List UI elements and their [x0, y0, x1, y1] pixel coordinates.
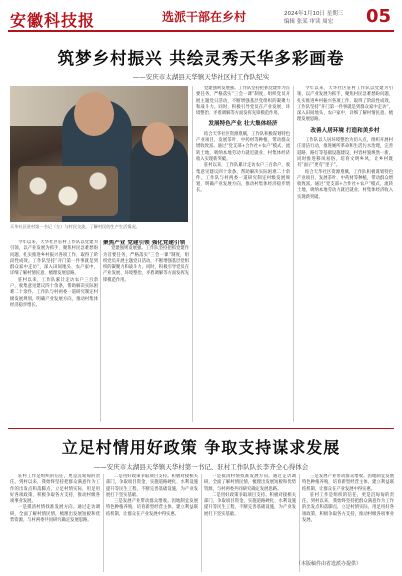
article1-column — [196, 86, 290, 422]
section-title: 选派干部在乡村 — [162, 10, 247, 24]
paragraph: 一是摸清村情找准发展方向。通过走访调研，全面了解村情民情，梳理出发展短板和优势资源，与村两委共同研究确定发展思路。 — [204, 474, 296, 492]
paragraph: 二是用好政策争取项目支持。积极对接相关部门，争取项目资金，实施道路硬化、水利设施提升等民生工程，不断完善基础设施，为产业发展打下坚实基础。 — [204, 492, 296, 517]
paragraph: 一是摸清村情找准发展方向。通过走访调研，全面了解村情民情，梳理出发展短板和优势资源，与村两委共同研究确定发展思路。 — [10, 505, 100, 524]
paragraph: 今年以来，天华社区驻村工作队以党建为引领，以产业发展为抓手，聚焦村民急难愁盼问题，扎实推进乡村振兴各项工作，取得了阶段性成效。工作队坚持“开门第一件事就是到群众家中走访”，深入田间地头、农户家中，详细了解村情民意，梳理发展思路。 — [10, 240, 98, 277]
photo-caption: 天华社区驻村第一书记（左）与村民交流，了解村民的生产生活情况。 — [10, 224, 140, 229]
article1-subheadline: ——安庆市太湖县天华镇天华社区村工作队纪实 — [132, 73, 270, 81]
masthead: 安徽科技报 — [10, 11, 96, 30]
article1-column — [297, 86, 393, 422]
editor-credits: 编辑 张某 审读 周宏 — [284, 19, 334, 25]
article1-subhead: 聚焦产业 党建引领 强化党建引领 — [103, 240, 186, 246]
paragraph: 二是用好政策争取项目支持。积极对接相关部门，争取项目资金，实施道路硬化、水利设施提升等民生工程，不断完善基础设施，为产业发展打下坚实基础。 — [106, 474, 198, 498]
paragraph: 三是发展产业带动群众增收。因地制宜发展特色种植养殖，培育新型经营主体，建立利益联结机制，让群众在产业发展中得实惠。 — [302, 474, 394, 492]
page-number: 05 — [366, 6, 392, 27]
paragraph: 驻村工作是组织的信任，更是沉甸甸的责任。到村以来，我始终坚持把群众满意作为工作的出发点和落脚点，立足村情实际，用足用好各项政策，积极争取各方支持，推动村级各项事业发展。 — [302, 492, 394, 524]
issue-meta — [284, 10, 343, 26]
issue-date: 2024年1月10日 星期三 — [284, 11, 344, 17]
paragraph: 今年以来，天华社区驻村工作队以党建为引领，以产业发展为抓手，聚焦村民急难愁盼问题，扎实推进乡村振兴各项工作，取得了阶段性成效。工作队坚持“开门第一件事就是到群众家中走访”，深入田间地头、农户家中，详细了解村情民意，梳理发展思路。 — [297, 86, 393, 123]
paragraph: 结合天华社区资源禀赋，工作队积极谋划特色产业项目，发展茶叶、中药材等种植，带动群众增收致富。通过“党支部+合作社+农户”模式，流转土地，吸纳本地劳动力就近就业，村集体经济收入实现新突破。 — [196, 131, 290, 162]
paragraph: 驻村以来，工作队累计走访农户三百余户，收集意见建议四十余条，帮助解决实际困难二十余件。工作队与村两委一道研究制定村级发展规划，明确产业发展方向，推动村集体经济稳步增长。 — [10, 277, 98, 308]
article2-column — [302, 474, 394, 558]
paragraph: 驻村以来，工作队累计走访农户三百余户，收集意见建议四十余条，帮助解决实际困难二十余件。工作队与村两委一道研究制定村级发展规划，明确产业发展方向，推动村集体经济稳步增长。 — [196, 163, 290, 194]
article1-subhead: 发展特色产业 壮大集体经济 — [208, 121, 278, 128]
column-divider — [293, 86, 294, 422]
article1-column — [103, 240, 189, 422]
paragraph: 党建强则发展强。工作队坚持把抓党建作为首要任务，严格落实“三会一课”制度，组织党员开展主题党日活动，不断增强基层党组织的凝聚力和战斗力。同时，积极引导党员在产业发展、环境整治、矛盾调解等方面发挥先锋模范作用。 — [103, 246, 189, 283]
paragraph: 三是发展产业带动群众增收。因地制宜发展特色种植养殖，培育新型经营主体，建立利益联结机制，让群众在产业发展中得实惠。 — [106, 499, 198, 517]
paragraph: 结合天华社区资源禀赋，工作队积极谋划特色产业项目，发展茶叶、中药材等种植，带动群众增收致富。通过“党支部+合作社+农户”模式，流转土地，吸纳本地劳动力就近就业，村集体经济收入实现新突破。 — [297, 169, 393, 200]
article2-column — [204, 474, 296, 572]
article2-column — [106, 474, 198, 572]
paragraph: 驻村工作是组织的信任，更是沉甸甸的责任。到村以来，我始终坚持把群众满意作为工作的出发点和落脚点，立足村情实际，用足用好各项政策，积极争取各方支持，推动村级各项事业发展。 — [10, 474, 100, 505]
article2-subheadline: ——安庆市太湖县天华镇天华村第一书记、驻村工作队队长李齐全心得体会 — [93, 463, 309, 471]
article1-photo — [10, 86, 188, 222]
column-divider — [192, 86, 193, 422]
column-divider — [201, 474, 202, 572]
article1-subhead: 改善人居环境 打造和美乡村 — [310, 127, 380, 134]
article2-column — [10, 474, 100, 572]
paragraph: 工作队以人居环境整治为切入点，组织开展村庄清洁行动，推进厕所革命和生活污水治理，完善道路、路灯等基础设施建设，村容村貌焕然一新。同时推进移风易俗，培育文明乡风，让乡村既有“面子”更有“里子”。 — [297, 138, 393, 169]
photo-flowers — [18, 166, 118, 216]
column-divider — [299, 474, 300, 572]
source-note: （本版稿件由省选派办提供） — [296, 561, 362, 567]
photo-person-head — [142, 122, 174, 156]
article1-column — [10, 240, 98, 422]
article1-headline: 筑梦乡村振兴 共绘灵秀天华多彩画卷 — [57, 49, 345, 68]
article2-headline: 立足村情用好政策 争取支持谋求发展 — [61, 438, 341, 457]
photo-person-head — [74, 92, 114, 136]
paragraph: 党建强则发展强。工作队坚持把抓党建作为首要任务，严格落实“三会一课”制度，组织党员开展主题党日活动，不断增强基层党组织的凝聚力和战斗力。同时，积极引导党员在产业发展、环境整治、矛盾调解等方面发挥先锋模范作用。 — [196, 86, 290, 117]
column-divider — [100, 240, 101, 422]
column-divider — [103, 474, 104, 572]
article-divider — [8, 428, 394, 429]
header-rule — [8, 30, 394, 32]
